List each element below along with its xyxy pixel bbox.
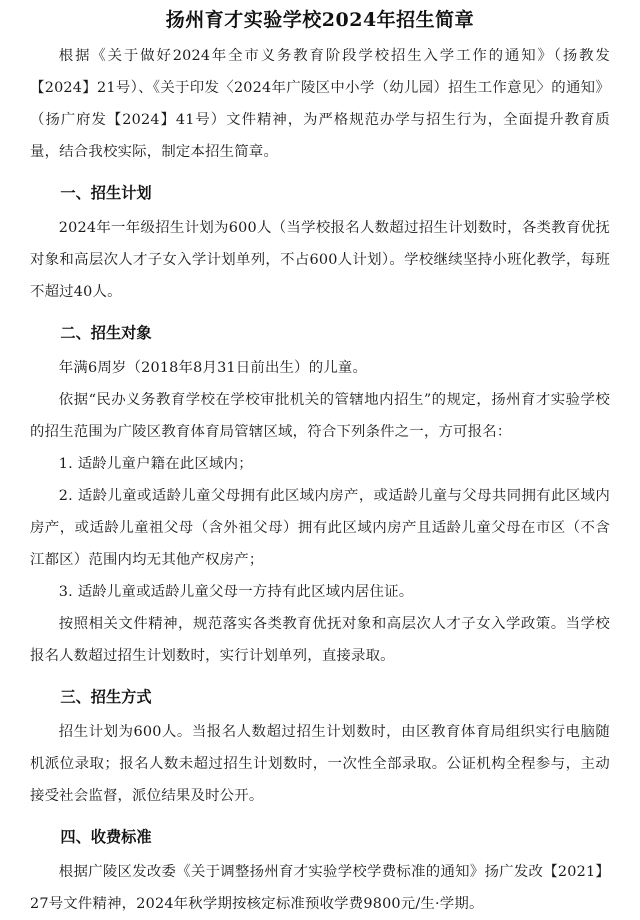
eligibility-policy-paragraph: 按照相关文件精神，规范落实各类教育优抚对象和高层次人才子女入学政策。当学校报名人数超过招生计划数时，实行计划单列，直接录取。 — [30, 616, 610, 664]
eligibility-age-paragraph: 年满6周岁（2018年8月31日前出生）的儿童。 — [58, 360, 368, 376]
plan-paragraph: 2024年一年级招生计划为600人（当学校报名人数超过招生计划数时，各类教育优抚对象和高层次人才子女入学计划单列，不占600人计划）。学校继续坚持小班化教学，每班不超过40人。 — [30, 220, 610, 300]
eligibility-condition-1: 1. 适龄儿童户籍在此区域内； — [58, 456, 253, 472]
eligibility-condition-2: 2. 适龄儿童或适龄儿童父母拥有此区域内房产，或适龄儿童与父母共同拥有此区域内房产，或适龄儿童祖父母（含外祖父母）拥有此区域内房产且适龄儿童父母在市区（不含江都区）范围内均无其他产权房产； — [30, 488, 610, 568]
method-paragraph: 招生计划为600人。当报名人数超过招生计划数时，由区教育体育局组织实行电脑随机派位录取；报名人数未超过招生计划数时，一次性全部录取。公证机构全程参与，主动接受社会监督，派位结果及时公开。 — [30, 724, 610, 804]
fees-paragraph: 根据广陵区发改委《关于调整扬州育才实验学校学费标准的通知》扬广发改【2021】27号文件精神，2024年秋学期按核定标准预收学费9800元/生·学期。 — [30, 864, 610, 912]
section-heading-fees: 四、收费标准 — [60, 828, 152, 846]
eligibility-condition-3: 3. 适龄儿童或适龄儿童父母一方持有此区域内居住证。 — [58, 584, 414, 600]
eligibility-scope-paragraph: 依据“民办义务教育学校在学校审批机关的管辖地内招生”的规定，扬州育才实验学校的招生范围为广陵区教育体育局管辖区域，符合下列条件之一，方可报名： — [30, 392, 610, 440]
section-heading-method: 三、招生方式 — [60, 688, 152, 706]
document-title: 扬州育才实验学校2024年招生简章 — [165, 9, 475, 31]
intro-paragraph: 根据《关于做好2024年全市义务教育阶段学校招生入学工作的通知》（扬教发【2024】21号）、《关于印发〈2024年广陵区中小学（幼儿园）招生工作意见〉的通知》（扬广府发【2024】41号）文件精神，为严格规范办学与招生行为，全面提升教育质量，结合我校实际，制定本招生简章。 — [30, 48, 610, 160]
section-heading-eligibility: 二、招生对象 — [60, 324, 152, 342]
section-heading-plan: 一、招生计划 — [60, 184, 152, 202]
